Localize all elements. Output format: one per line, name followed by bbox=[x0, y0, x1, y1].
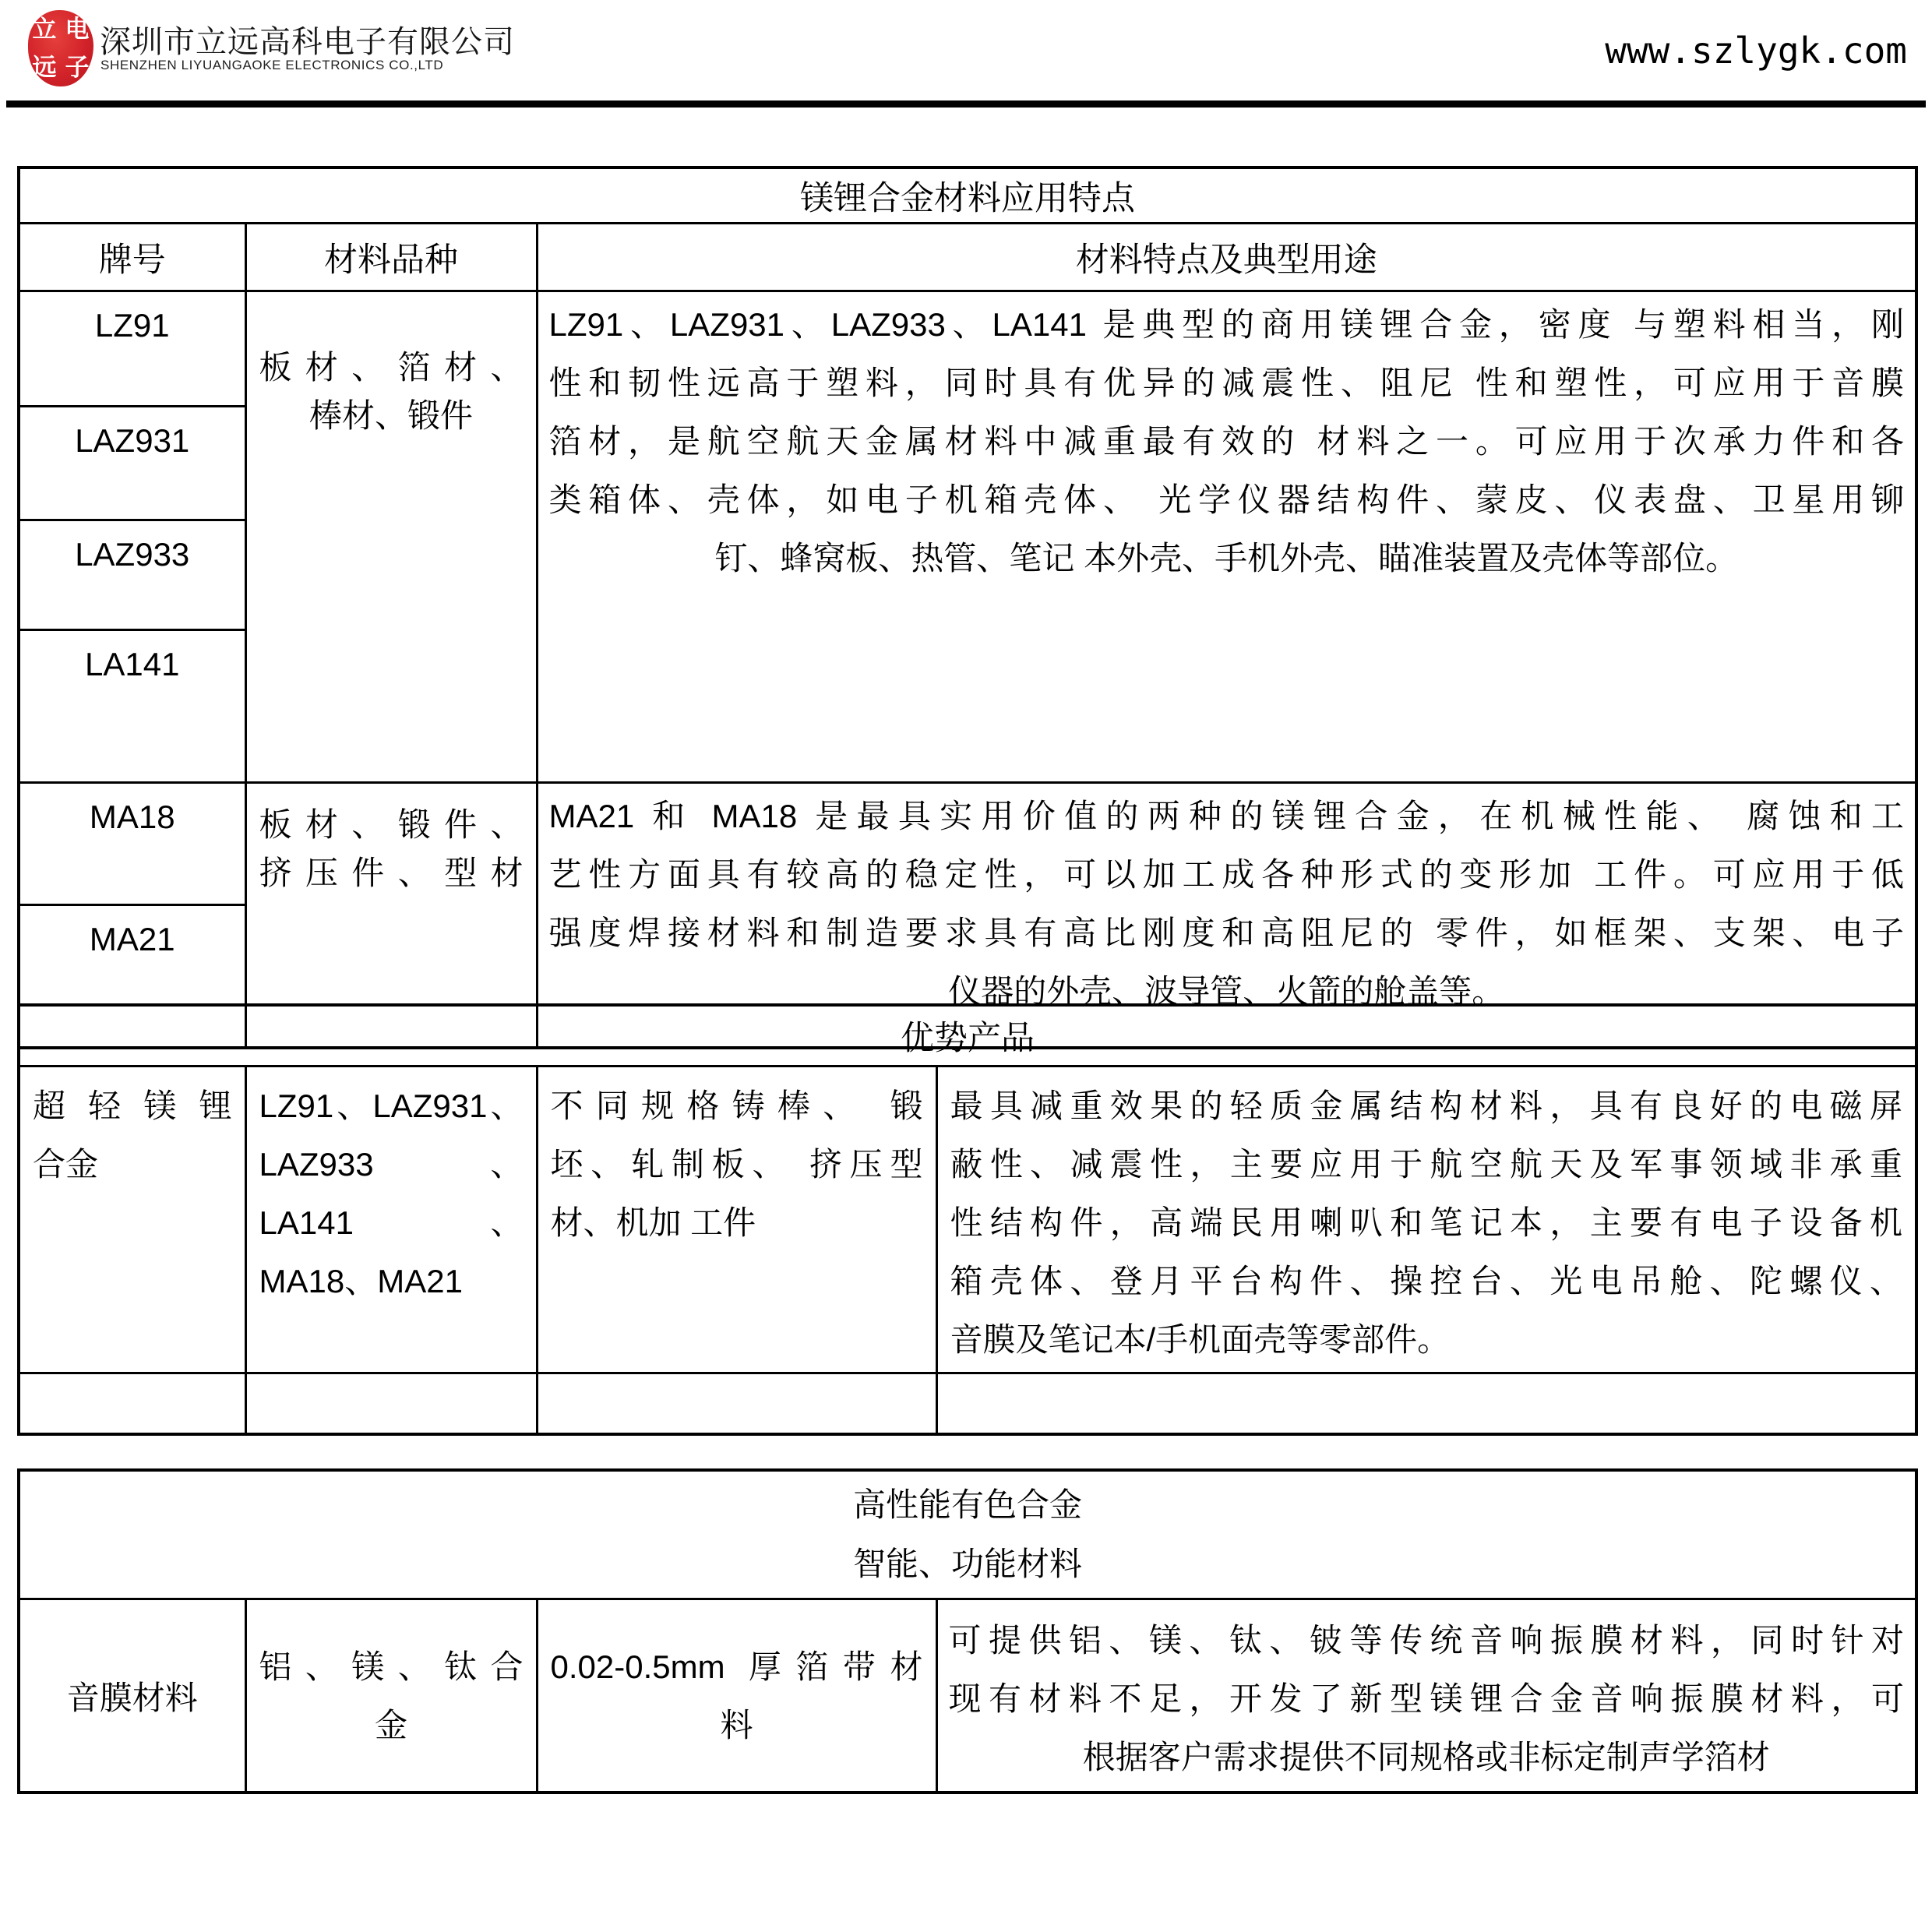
diaphragm-category: 音膜材料 bbox=[19, 1599, 245, 1793]
grade-cell-ma18: MA18 bbox=[19, 783, 245, 905]
text-line: 仪器的外壳、波导管、火箭的舱盖等。 bbox=[948, 973, 1505, 1010]
text-line: 现有材料不足，开发了新型镁锂合金音响振膜材料，可 bbox=[948, 1680, 1905, 1717]
text-line: 音膜及笔记本/手机面壳等零部件。 bbox=[950, 1321, 1451, 1358]
text-line: 料 bbox=[720, 1706, 753, 1743]
text-line: 智能、功能材料 bbox=[853, 1546, 1083, 1582]
text-line: 高性能有色合金 bbox=[853, 1486, 1083, 1523]
table2-title: 优势产品 bbox=[19, 1005, 1916, 1066]
table1-title: 镁锂合金材料应用特点 bbox=[19, 167, 1916, 224]
text-line: 箱壳体、登月平台构件、操控台、光电吊舱、陀螺仪、 bbox=[950, 1263, 1902, 1299]
header-divider bbox=[6, 100, 1926, 108]
company-name-en: SHENZHEN LIYUANGAOKE ELECTRONICS CO.,LTD bbox=[100, 58, 444, 72]
diaphragm-materials bbox=[245, 1599, 537, 1793]
text-line: 艺性方面具有较高的稳定性，可以加工成各种形式的变形加 工件。可应用于低 bbox=[548, 856, 1905, 893]
empty-cell bbox=[936, 1373, 1916, 1435]
text-line: 性和韧性远高于塑料，同时具有优异的减震性、阻尼 性和塑性，可应用于音膜 bbox=[548, 365, 1905, 401]
empty-cell bbox=[245, 1373, 537, 1435]
text-line: 超轻镁锂 bbox=[33, 1088, 232, 1124]
applications-table bbox=[17, 166, 1918, 1049]
text-line: 可提供铝、镁、钛、铍等传统音响振膜材料，同时针对 bbox=[948, 1622, 1905, 1659]
company-seal-logo bbox=[28, 10, 93, 86]
functional-materials-table bbox=[17, 1468, 1918, 1794]
text-line: 根据客户需求提供不同规格或非标定制声学箔材 bbox=[1082, 1739, 1770, 1775]
grade-cell-la141: LA141 bbox=[19, 630, 245, 783]
grade-cell-ma21: MA21 bbox=[19, 905, 245, 1049]
column-header-material-type: 材料品种 bbox=[245, 224, 537, 291]
text-line: 性结构件，高端民用喇叭和笔记本，主要有电子设备机 bbox=[950, 1204, 1902, 1241]
text-line: 不同规格铸棒、 锻 bbox=[550, 1088, 923, 1124]
text-line: 坯、轧制板、 挤压型 bbox=[550, 1146, 923, 1183]
text-line: MA18、MA21 bbox=[259, 1263, 463, 1299]
text-line: 强度焊接材料和制造要求具有高比刚度和高阻尼的 零件，如框架、支架、电子 bbox=[548, 915, 1905, 951]
text-line: 蔽性、减震性，主要应用于航空航天及军事领域非承重 bbox=[950, 1146, 1902, 1183]
grade-cell-laz933: LAZ933 bbox=[19, 520, 245, 630]
advantage-products-table bbox=[17, 1003, 1918, 1436]
product-category bbox=[19, 1066, 245, 1373]
text-line: 钉、蜂窝板、热管、笔记 本外壳、手机外壳、瞄准装置及壳体等部位。 bbox=[714, 540, 1739, 576]
empty-cell bbox=[537, 1373, 936, 1435]
text-line: 类箱体、壳体，如电子机箱壳体、 光学仪器结构件、蒙皮、仪表盘、卫星用铆 bbox=[548, 481, 1905, 518]
empty-cell bbox=[19, 1373, 245, 1435]
diaphragm-description bbox=[936, 1599, 1916, 1793]
text-line: LA141 、 bbox=[259, 1204, 524, 1241]
text-line: 合金 bbox=[33, 1146, 99, 1183]
forms-group1 bbox=[245, 291, 537, 783]
description-group1 bbox=[537, 291, 1916, 783]
seal-char: 远 bbox=[32, 54, 57, 81]
text-line: LZ91、LAZ931、 bbox=[259, 1088, 524, 1124]
product-description bbox=[936, 1066, 1916, 1373]
grade-cell-laz931: LAZ931 bbox=[19, 407, 245, 520]
text-line: 棒材、锻件 bbox=[308, 397, 473, 434]
seal-char: 子 bbox=[65, 54, 90, 81]
text-line: 箔材，是航空航天金属材料中减重最有效的 材料之一。可应用于次承力件和各 bbox=[548, 423, 1905, 460]
text-line: 板材、箔材、 bbox=[259, 349, 524, 386]
text-line: MA21 和 MA18 是最具实用价值的两种的镁锂合金，在机械性能、 腐蚀和工 bbox=[548, 798, 1905, 834]
text-line: 铝、镁、钛合 bbox=[259, 1648, 524, 1685]
website-url: www.szlygk.com bbox=[1605, 30, 1907, 72]
table3-title bbox=[19, 1470, 1916, 1599]
seal-char: 电 bbox=[65, 16, 90, 43]
text-line: LAZ933 、 bbox=[259, 1146, 524, 1183]
text-line: 金 bbox=[374, 1706, 407, 1743]
text-line: LZ91、LAZ931、LAZ933、LA141 是典型的商用镁锂合金，密度 与塑料相当，刚 bbox=[548, 306, 1905, 343]
text-line: 板材、锻件、 bbox=[259, 806, 524, 843]
product-grades bbox=[245, 1066, 537, 1373]
diaphragm-spec bbox=[537, 1599, 936, 1793]
company-name-cn: 深圳市立远高科电子有限公司 bbox=[100, 25, 515, 59]
text-line: 挤压件、型材 bbox=[259, 855, 524, 891]
text-line: 0.02-0.5mm 厚箔带材 bbox=[550, 1648, 923, 1685]
product-forms bbox=[537, 1066, 936, 1373]
column-header-grade: 牌号 bbox=[19, 224, 245, 291]
seal-char: 立 bbox=[32, 16, 57, 43]
column-header-features: 材料特点及典型用途 bbox=[537, 224, 1916, 291]
grade-cell-lz91: LZ91 bbox=[19, 291, 245, 407]
text-line: 最具减重效果的轻质金属结构材料，具有良好的电磁屏 bbox=[950, 1088, 1902, 1124]
text-line: 材、机加 工件 bbox=[550, 1204, 756, 1241]
